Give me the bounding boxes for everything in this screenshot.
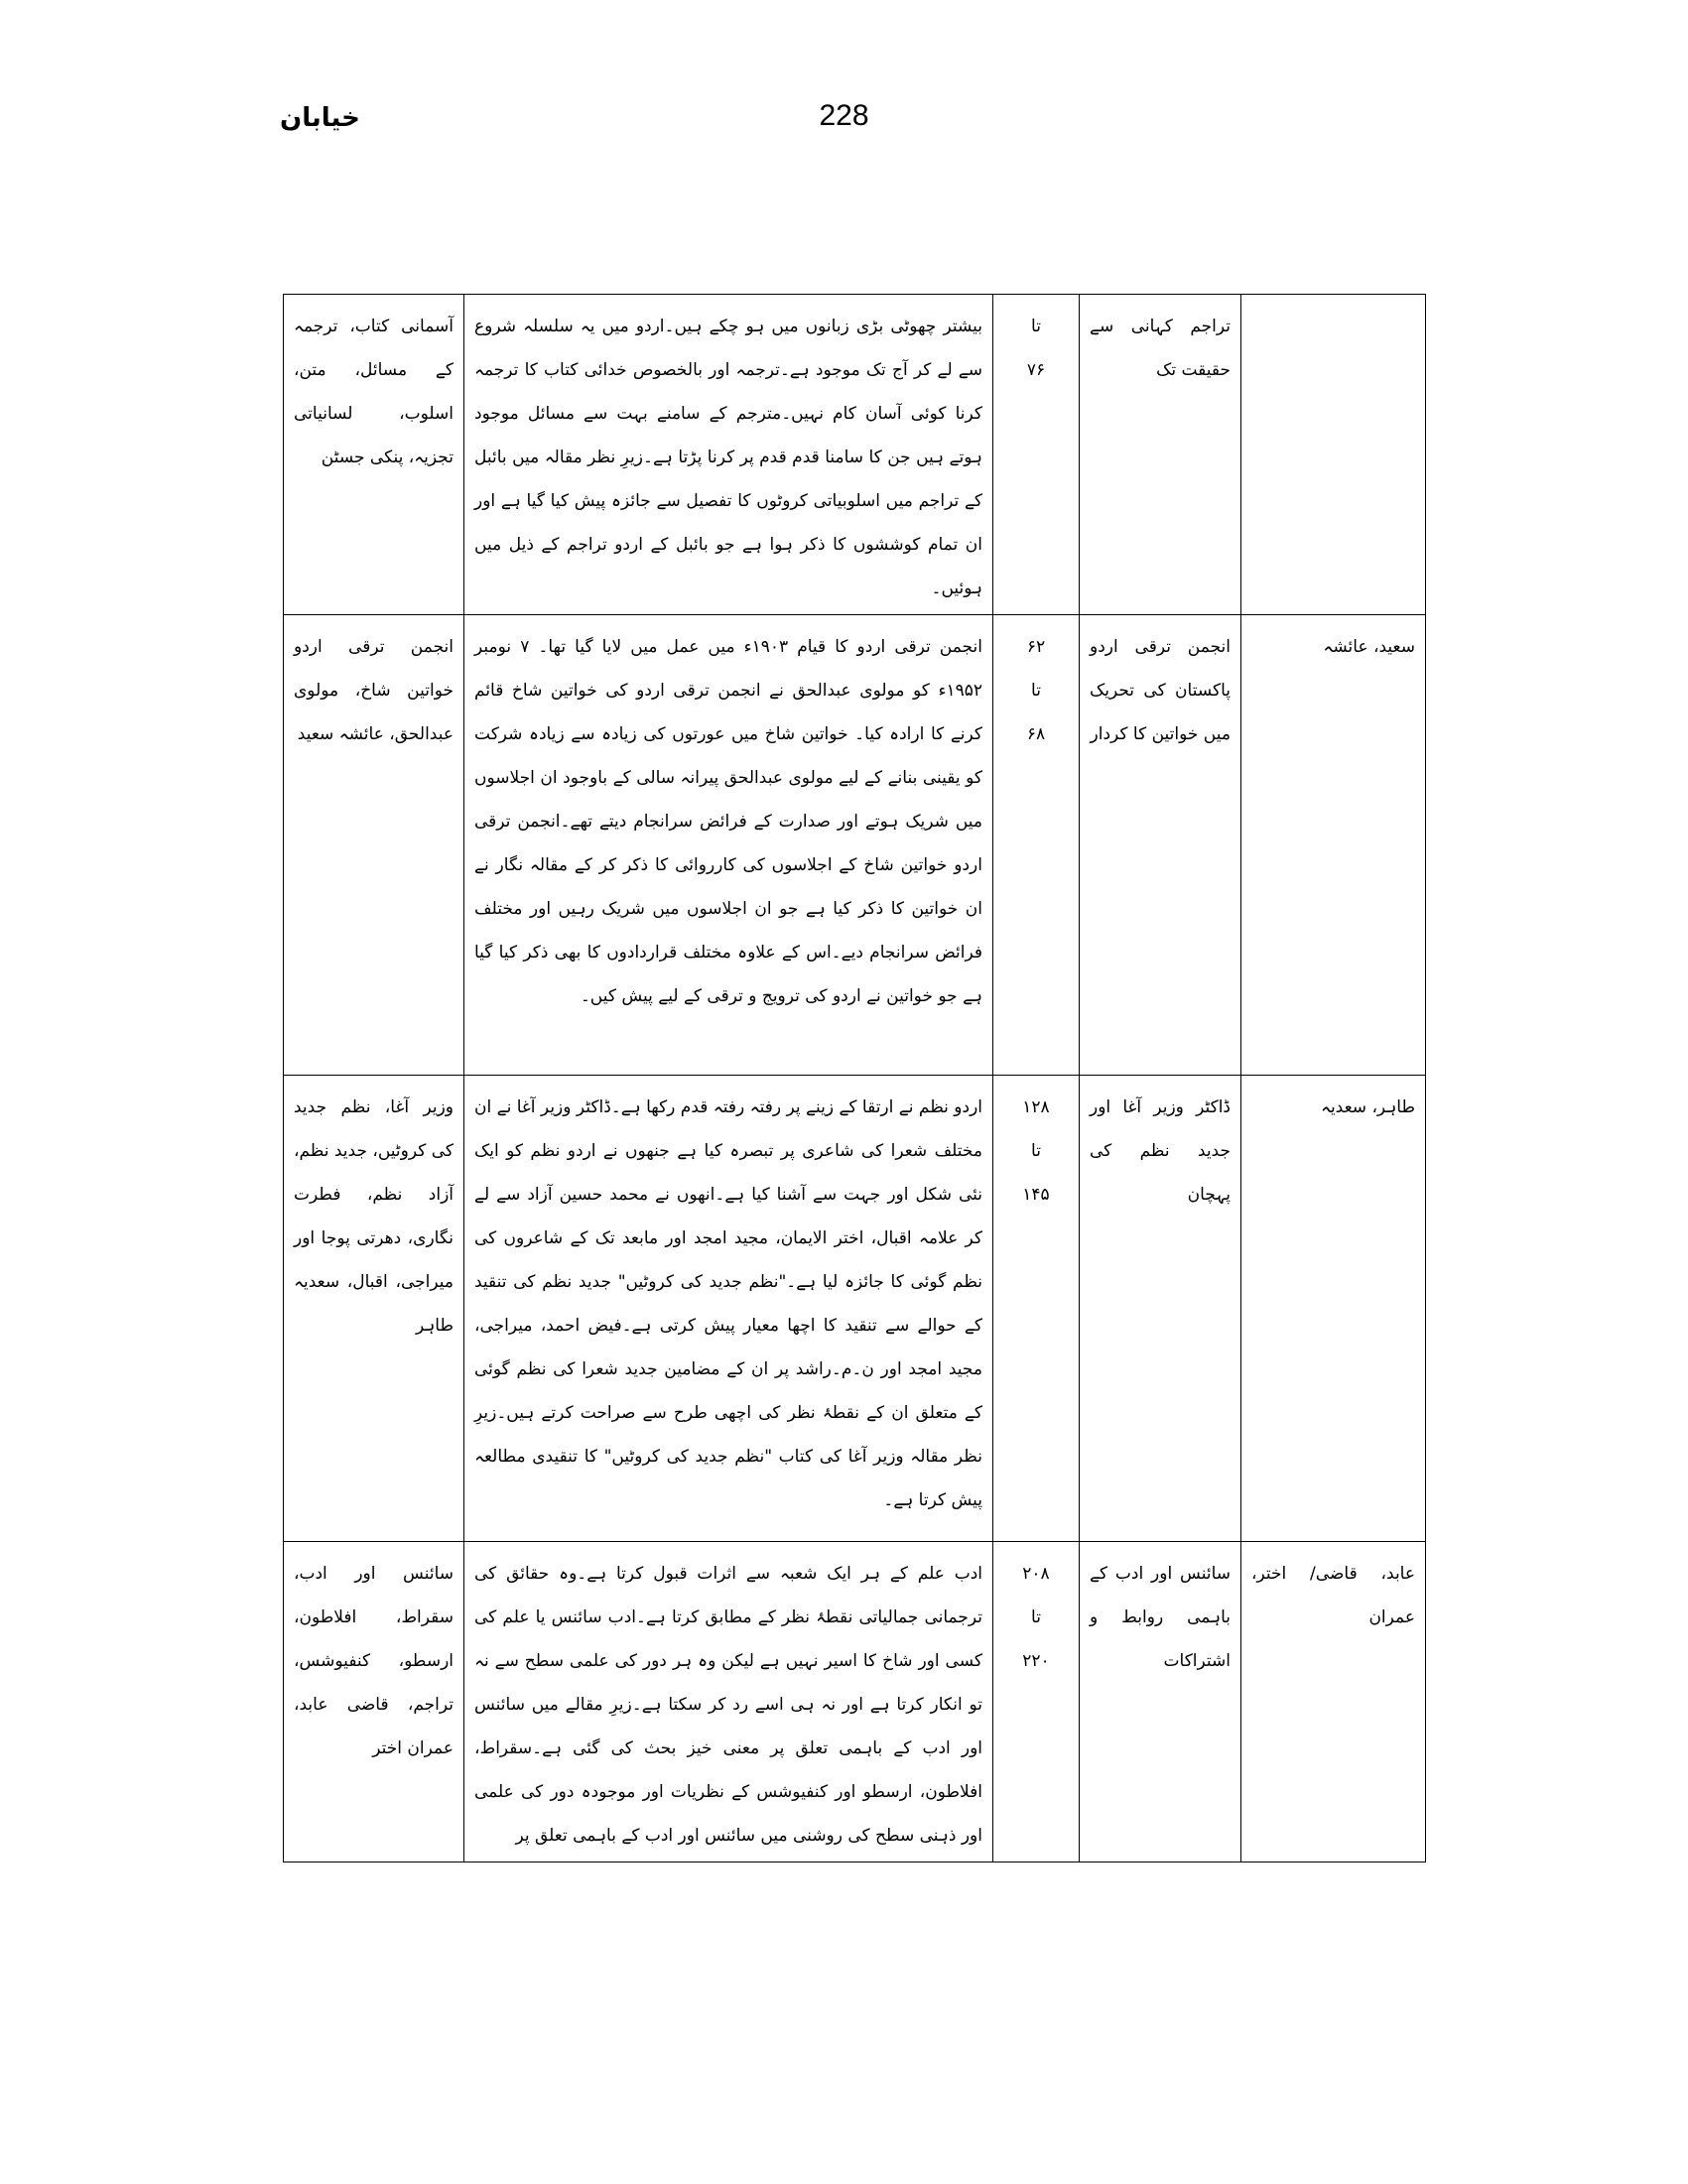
summary-cell: ادب علم کے ہر ایک شعبہ سے اثرات قبول کرتا ہے۔وہ حقائق کی ترجمانی جمالیاتی نقطۂ نظر کے مطابق کرتا ہے۔ادب سائنس یا علم کی کسی اور شاخ کا اسیر نہیں ہے لیکن وہ ہر دور کی علمی سطح سے نہ تو انکار کرتا ہے اور نہ ہی اسے رد کر سکتا ہے۔زیرِ مقالے میں سائنس اور ادب کے باہمی تعلق پر معنی خیز بحث کی گئی ہے۔سقراط، افلاطون، ارسطو اور کنفیوشس کے نظریات اور موجودہ دور کی علمی اور ذہنی سطح کی روشنی میں سائنس اور ادب کے باہمی تعلق پر bbox=[464, 1542, 993, 1863]
title-cell: تراجم کہانی سے حقیقت تک bbox=[1080, 295, 1241, 615]
keywords-cell: سائنس اور ادب، سقراط، افلاطون، ارسطو، کنفیوشس، تراجم، قاضی عابد، عمران اختر bbox=[284, 1542, 464, 1863]
page-number: 228 bbox=[819, 99, 869, 132]
title-cell: انجمن ترقی اردو پاکستان کی تحریک میں خواتین کا کردار bbox=[1080, 615, 1241, 1076]
title-cell: سائنس اور ادب کے باہمی روابط و اشتراکات bbox=[1080, 1542, 1241, 1863]
page-range-part: ۶۸ bbox=[1026, 724, 1046, 744]
author-cell: سعید، عائشہ bbox=[1241, 615, 1426, 1076]
table-row bbox=[284, 1542, 1426, 1863]
page-range-part: تا bbox=[1031, 681, 1041, 701]
author-cell bbox=[1241, 295, 1426, 615]
pages-cell bbox=[993, 615, 1080, 1076]
pages-cell bbox=[993, 1542, 1080, 1863]
summary-cell: انجمن ترقی اردو کا قیام ۱۹۰۳ء میں عمل میں لایا گیا تھا۔ ۷ نومبر ۱۹۵۲ء کو مولوی عبدالحق نے انجمن ترقی اردو کی خواتین شاخ قائم کرنے کا ارادہ کیا۔ خواتین شاخ میں عورتوں کی زیادہ سے زیادہ شرکت کو یقینی بنانے کے لیے مولوی عبدالحق پیرانہ سالی کے باوجود ان اجلاسوں میں شریک ہوتے اور صدارت کے فرائض سرانجام دیتے تھے۔انجمن ترقی اردو خواتین شاخ کے اجلاسوں کی کارروائی کا ذکر کر کے مقالہ نگار نے ان خواتین کا ذکر کیا ہے جو ان اجلاسوں میں شریک رہیں اور مختلف فرائض سرانجام دیے۔اس کے علاوہ مختلف قراردادوں کا بھی ذکر کیا گیا ہے جو خواتین نے اردو کی ترویج و ترقی کے لیے پیش کیں۔ bbox=[464, 615, 993, 1076]
page-range-part: ۷۶ bbox=[1026, 360, 1046, 380]
table-row bbox=[284, 295, 1426, 615]
page-range-part: ۱۲۸ bbox=[1022, 1097, 1050, 1117]
author-cell: طاہر، سعدیہ bbox=[1241, 1076, 1426, 1542]
table-row bbox=[284, 1076, 1426, 1542]
running-title: خیابان bbox=[280, 103, 360, 133]
pages-cell bbox=[993, 1076, 1080, 1542]
table-row bbox=[284, 615, 1426, 1076]
page-range-part: ۶۲ bbox=[1026, 637, 1046, 657]
keywords-cell: وزیر آغا، نظم جدید کی کروٹیں، جدید نظم، آزاد نظم، فطرت نگاری، دھرتی پوجا اور میراجی، اقبال، سعدیہ طاہر bbox=[284, 1076, 464, 1542]
page-range-part: ۱۴۵ bbox=[1022, 1185, 1050, 1205]
pages-cell bbox=[993, 295, 1080, 615]
page-range-part: تا bbox=[1031, 1607, 1041, 1627]
keywords-cell: انجمن ترقی اردو خواتین شاخ، مولوی عبدالحق، عائشہ سعید bbox=[284, 615, 464, 1076]
author-cell: عابد، قاضی/ اختر، عمران bbox=[1241, 1542, 1426, 1863]
page-range-part: تا bbox=[1031, 1141, 1041, 1161]
article-index-table bbox=[283, 294, 1426, 1863]
title-cell: ڈاکٹر وزیر آغا اور جدید نظم کی پہچان bbox=[1080, 1076, 1241, 1542]
page-range-part: ۲۰۸ bbox=[1022, 1564, 1050, 1584]
keywords-cell: آسمانی کتاب، ترجمہ کے مسائل، متن، اسلوب، لسانیاتی تجزیہ، پنکی جسٹن bbox=[284, 295, 464, 615]
page-range-part: ۲۲۰ bbox=[1022, 1651, 1050, 1671]
summary-cell: اردو نظم نے ارتقا کے زینے پر رفتہ رفتہ قدم رکھا ہے۔ڈاکٹر وزیر آغا نے ان مختلف شعرا کی شاعری پر تبصرہ کیا ہے جنھوں نے اردو نظم کو ایک نئی شکل اور جہت سے آشنا کیا ہے۔انھوں نے محمد حسین آزاد سے لے کر علامہ اقبال، اختر الایمان، مجید امجد اور مابعد تک کے شاعروں کی نظم گوئی کا جائزہ لیا ہے۔"نظم جدید کی کروٹیں" جدید نظم کی تنقید کے حوالے سے تنقید کا اچھا معیار پیش کرتی ہے۔فیض احمد، میراجی، مجید امجد اور ن۔م۔راشد پر ان کے مضامین جدید شعرا کی نظم گوئی کے متعلق ان کے نقطۂ نظر کی اچھی طرح سے صراحت کرتے ہیں۔زیرِ نظر مقالہ وزیر آغا کی کتاب "نظم جدید کی کروٹیں" کا تنقیدی مطالعہ پیش کرتا ہے۔ bbox=[464, 1076, 993, 1542]
page-range-part: تا bbox=[1031, 317, 1041, 336]
summary-cell: بیشتر چھوٹی بڑی زبانوں میں ہو چکے ہیں۔اردو میں یہ سلسلہ شروع سے لے کر آج تک موجود ہے۔ترجمہ اور بالخصوص خدائی کتاب کا ترجمہ کرنا کوئی آسان کام نہیں۔مترجم کے سامنے بہت سے مسائل موجود ہوتے ہیں جن کا سامنا قدم قدم پر کرنا پڑتا ہے۔زیرِ نظر مقالہ میں بائبل کے تراجم میں اسلوبیاتی کروٹوں کا تفصیل سے جائزہ پیش کیا گیا ہے اور ان تمام کوششوں کا ذکر ہوا ہے جو بائبل کے اردو تراجم کے ذیل میں ہوئیں۔ bbox=[464, 295, 993, 615]
